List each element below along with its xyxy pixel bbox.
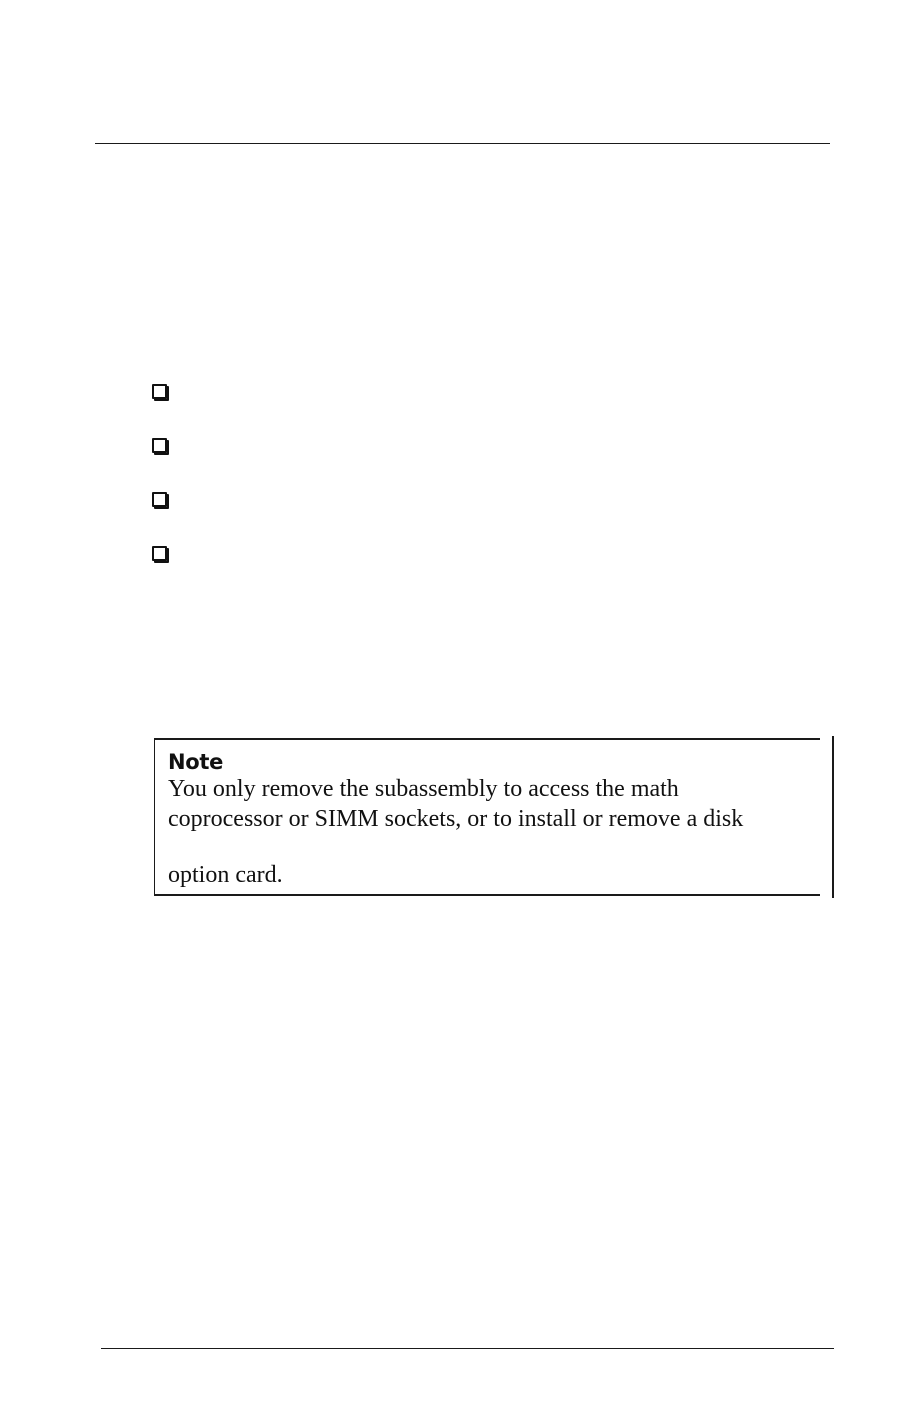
checklist — [152, 384, 167, 600]
note-change-bar — [832, 736, 834, 898]
checklist-item — [152, 384, 167, 438]
checkbox-icon — [152, 438, 167, 453]
checklist-item — [152, 438, 167, 492]
note-text-line: You only remove the subassembly to access the math — [168, 776, 679, 802]
note-text-line: option card. — [168, 862, 283, 888]
note-heading: Note — [168, 750, 224, 774]
checkbox-icon — [152, 492, 167, 507]
checkbox-icon — [152, 384, 167, 399]
header-rule — [95, 143, 830, 144]
checkbox-icon — [152, 546, 167, 561]
checklist-item — [152, 546, 167, 600]
note-box — [154, 738, 820, 896]
checklist-item — [152, 492, 167, 546]
footer-rule — [101, 1348, 834, 1349]
note-text-line: coprocessor or SIMM sockets, or to install or remove a disk — [168, 806, 744, 832]
